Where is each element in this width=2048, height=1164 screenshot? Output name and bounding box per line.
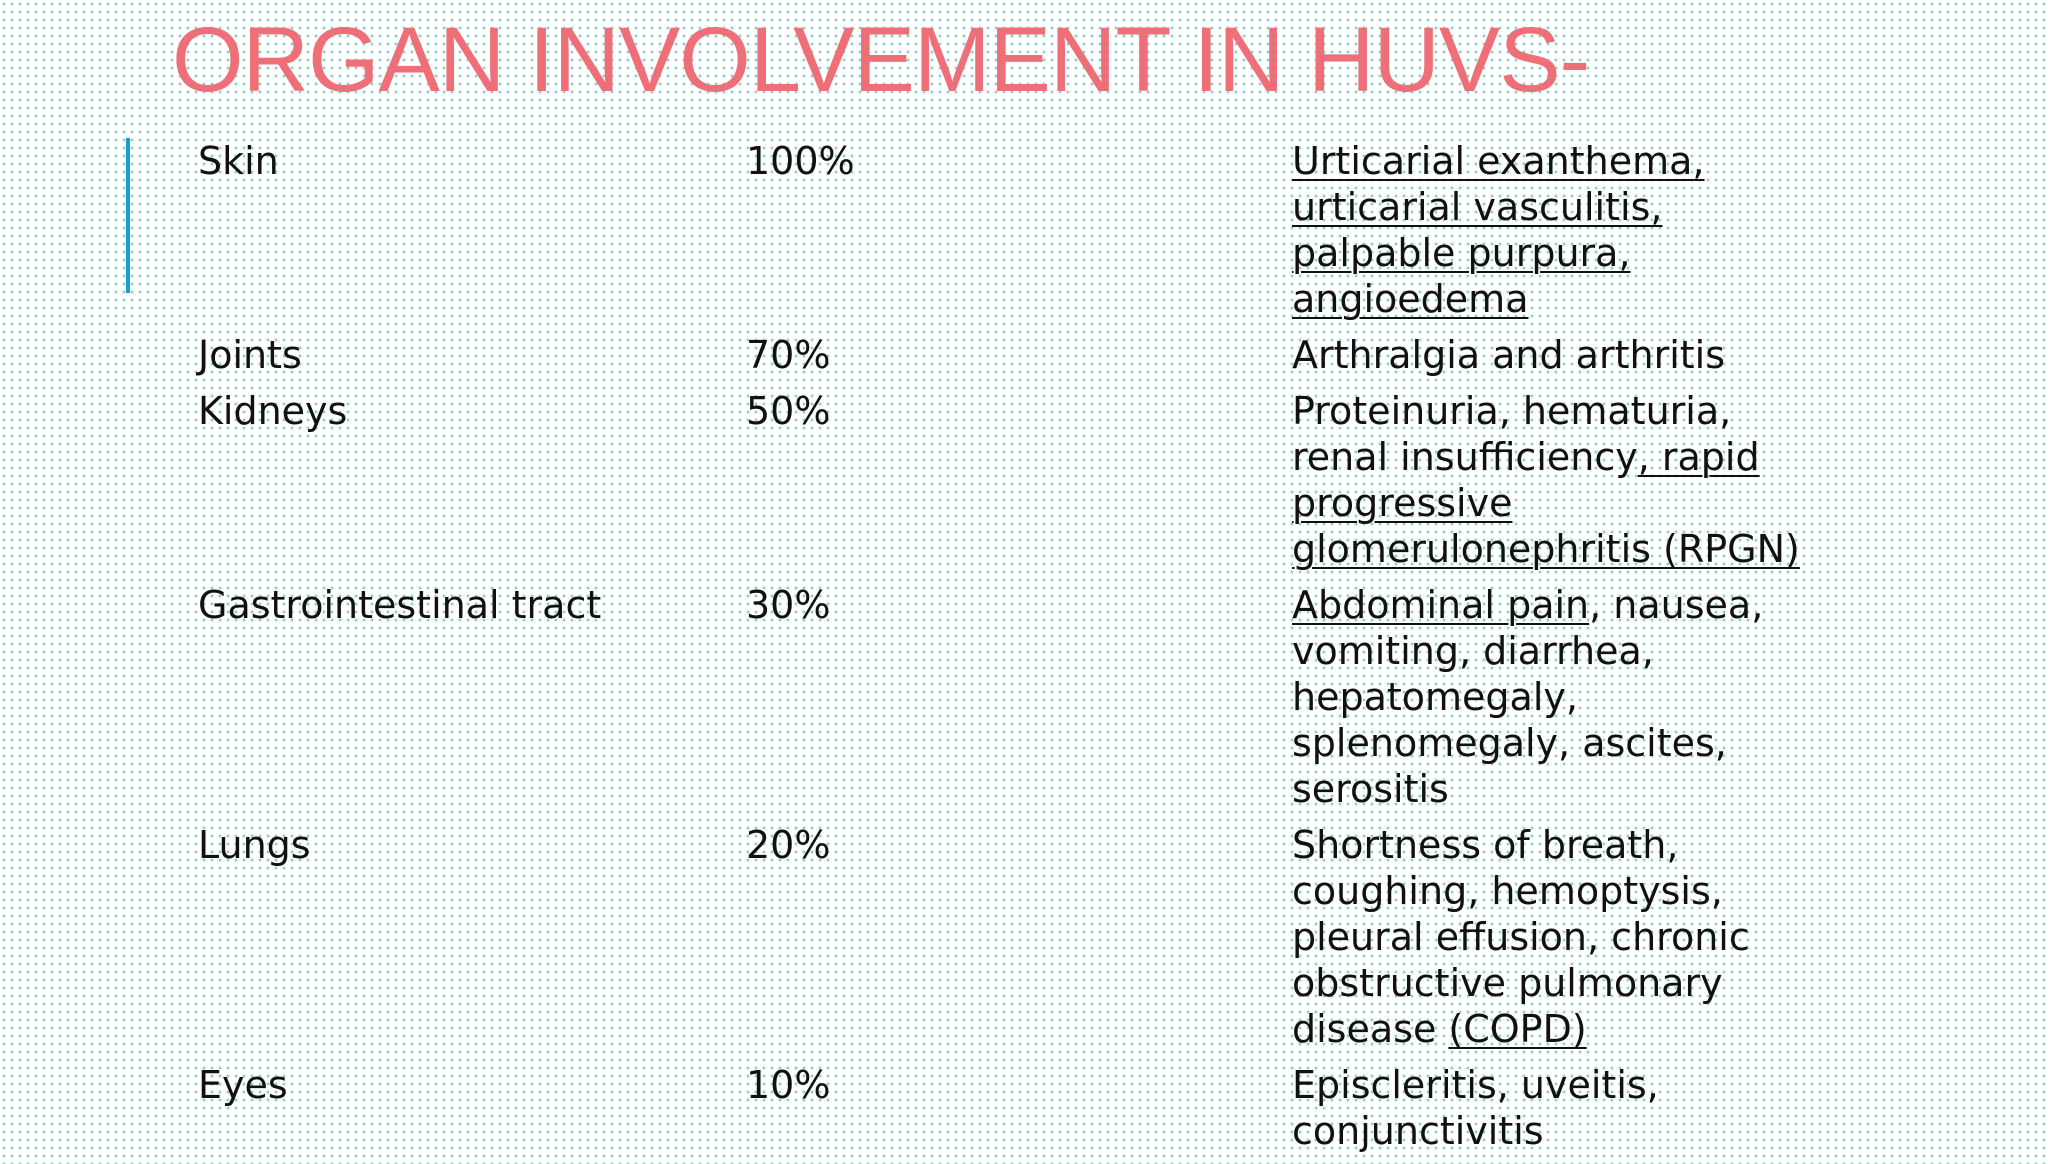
manifestations-cell bbox=[1292, 388, 1812, 572]
underlined-text: Abdominal pain bbox=[1292, 583, 1590, 627]
table-row bbox=[198, 138, 1898, 322]
underlined-text: Urticarial exanthema, urticarial vasculitis, palpable purpura, angioedema bbox=[1292, 139, 1705, 321]
manifestations-cell bbox=[1292, 822, 1812, 1052]
percent-cell: 20% bbox=[746, 823, 831, 867]
underlined-text: (COPD) bbox=[1448, 1007, 1587, 1051]
slide-title: ORGAN INVOLVEMENT IN HUVS- bbox=[172, 9, 1590, 111]
organ-involvement-table bbox=[198, 138, 1898, 1164]
manifestations-cell bbox=[1292, 332, 1812, 378]
manifestations-cell bbox=[1292, 1062, 1812, 1154]
table-row bbox=[198, 822, 1898, 1052]
manifestation-text: Arthralgia and arthritis bbox=[1292, 333, 1726, 377]
percent-cell: 10% bbox=[746, 1063, 831, 1107]
organ-cell: Skin bbox=[198, 139, 279, 183]
manifestations-cell bbox=[1292, 582, 1812, 812]
table-row bbox=[198, 582, 1898, 812]
accent-bar bbox=[126, 138, 130, 293]
percent-cell: 30% bbox=[746, 583, 831, 627]
organ-cell: Eyes bbox=[198, 1063, 288, 1107]
percent-cell: 50% bbox=[746, 389, 831, 433]
underlined-text: , rapid progressive glomerulonephritis (RPGN) bbox=[1292, 435, 1800, 571]
percent-cell: 70% bbox=[746, 333, 831, 377]
table-row bbox=[198, 388, 1898, 572]
organ-cell: Joints bbox=[198, 333, 302, 377]
organ-cell: Gastrointestinal tract bbox=[198, 583, 602, 627]
table-row bbox=[198, 1062, 1898, 1154]
manifestation-text: Shortness of breath, coughing, hemoptysis, pleural effusion, chronic obstructive pulmonary disease bbox=[1292, 823, 1750, 1051]
manifestation-text: Episcleritis, uveitis, conjunctivitis bbox=[1292, 1063, 1659, 1153]
organ-cell: Lungs bbox=[198, 823, 311, 867]
organ-cell: Kidneys bbox=[198, 389, 348, 433]
manifestations-cell bbox=[1292, 138, 1812, 322]
table-row bbox=[198, 332, 1898, 378]
percent-cell: 100% bbox=[746, 139, 855, 183]
manifestation-text: Proteinuria, hematuria, renal insufficiency bbox=[1292, 389, 1732, 479]
manifestation-text: , nausea, vomiting, diarrhea, hepatomegaly, splenomegaly, ascites, serositis bbox=[1292, 583, 1764, 811]
